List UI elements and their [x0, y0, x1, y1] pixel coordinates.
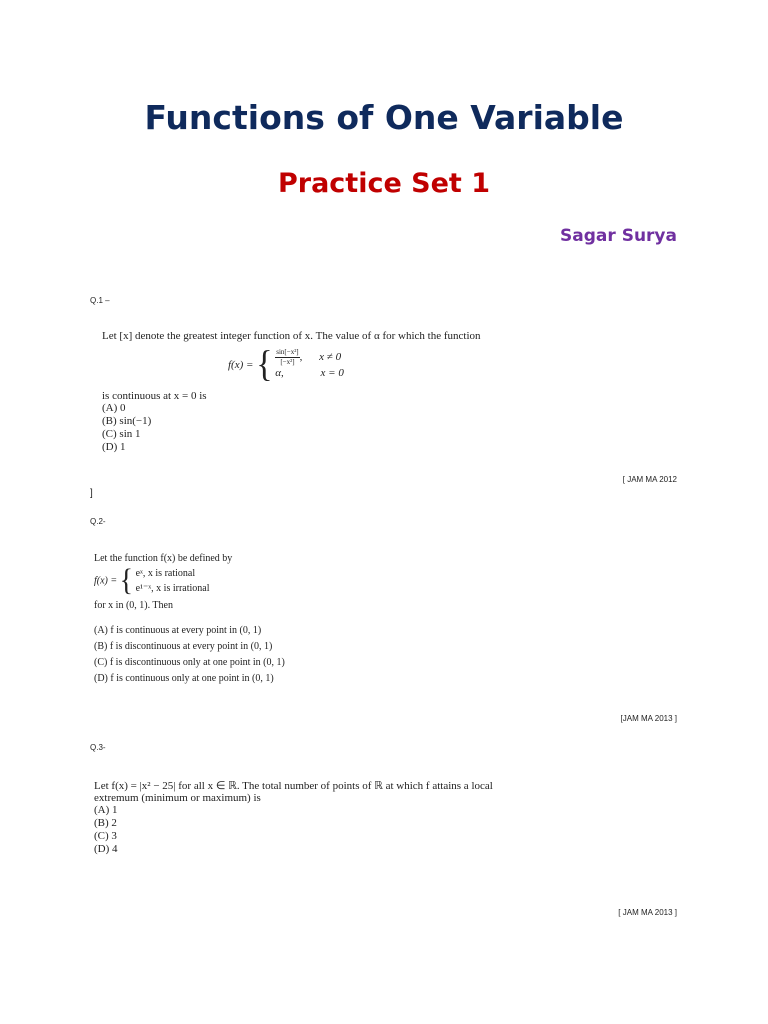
question-2-domain: for x in (0, 1). Then — [94, 600, 173, 611]
author-name: Sagar Surya — [560, 226, 677, 246]
function-lhs: f(x) = — [228, 359, 254, 371]
option-d: (D) f is continuous only at one point in (0, 1) — [94, 673, 274, 684]
question-3-source: [ JAM MA 2013 ] — [618, 908, 677, 917]
option-a: (A) f is continuous at every point in (0, 1) — [94, 625, 262, 636]
option-b: (B) f is discontinuous at every point in (0, 1) — [94, 641, 273, 652]
question-3-label: Q.3- — [90, 743, 106, 752]
case-row-1: eˣ, x is rational — [135, 568, 196, 579]
option-c: (C) f is discontinuous only at one point in (0, 1) — [94, 657, 285, 668]
question-1-intro: Let [x] denote the greatest integer function of x. The value of α for which the function — [102, 330, 481, 342]
fraction-denominator: [−x²] — [280, 358, 295, 366]
case-row-1: $\frac{\text{sin[−x²]}}{\text{[−x²]}}$ , x ≠ 0 — [276, 348, 342, 366]
question-2-function-definition — [94, 563, 494, 600]
option-b: (B) sin(−1) — [102, 415, 152, 427]
piecewise-cases — [136, 566, 210, 596]
question-1-source: [ JAM MA 2012 — [622, 475, 677, 484]
option-d: (D) 1 — [102, 441, 126, 453]
spacer — [94, 611, 494, 623]
case-2-value: α, — [275, 367, 284, 379]
option-d: (D) 4 — [94, 843, 118, 855]
stray-bracket: ] — [90, 488, 93, 499]
question-3-body — [94, 779, 564, 856]
left-brace: { — [256, 344, 273, 385]
question-1-label: Q.1 – — [90, 296, 110, 305]
question-2-intro: Let the function f(x) be defined by — [94, 553, 233, 564]
document-subtitle: Practice Set 1 — [277, 168, 491, 199]
option-c: (C) sin 1 — [102, 428, 141, 440]
option-a: (A) 1 — [94, 804, 118, 816]
case-row-2: e¹⁻ˣ, x is irrational — [135, 583, 210, 594]
question-3-line-2: extremum (minimum or maximum) is — [94, 792, 261, 804]
function-lhs: f(x) = — [94, 575, 118, 587]
option-b: (B) 2 — [94, 817, 117, 829]
piecewise-cases — [275, 348, 344, 382]
document-title: Functions of One Variable — [144, 98, 624, 137]
option-a: (A) 0 — [102, 402, 126, 414]
question-1-continuity: is continuous at x = 0 is — [102, 390, 207, 402]
question-3-line-1: Let f(x) = |x² − 25| for all x ∈ ℝ. The total number of points of ℝ at which f attains a local — [94, 780, 493, 792]
fraction-numerator: sin[−x²] — [276, 348, 299, 356]
question-2-label: Q.2- — [90, 517, 106, 526]
question-1-function-definition — [228, 344, 482, 386]
question-2-body — [94, 553, 494, 687]
case-row-2 — [275, 365, 344, 382]
question-2-source: [JAM MA 2013 ] — [620, 714, 677, 723]
question-1-body — [102, 330, 482, 454]
option-c: (C) 3 — [94, 830, 117, 842]
left-brace: { — [119, 563, 134, 598]
case-2-condition: x = 0 — [320, 367, 344, 379]
case-1-condition: x ≠ 0 — [319, 351, 342, 364]
